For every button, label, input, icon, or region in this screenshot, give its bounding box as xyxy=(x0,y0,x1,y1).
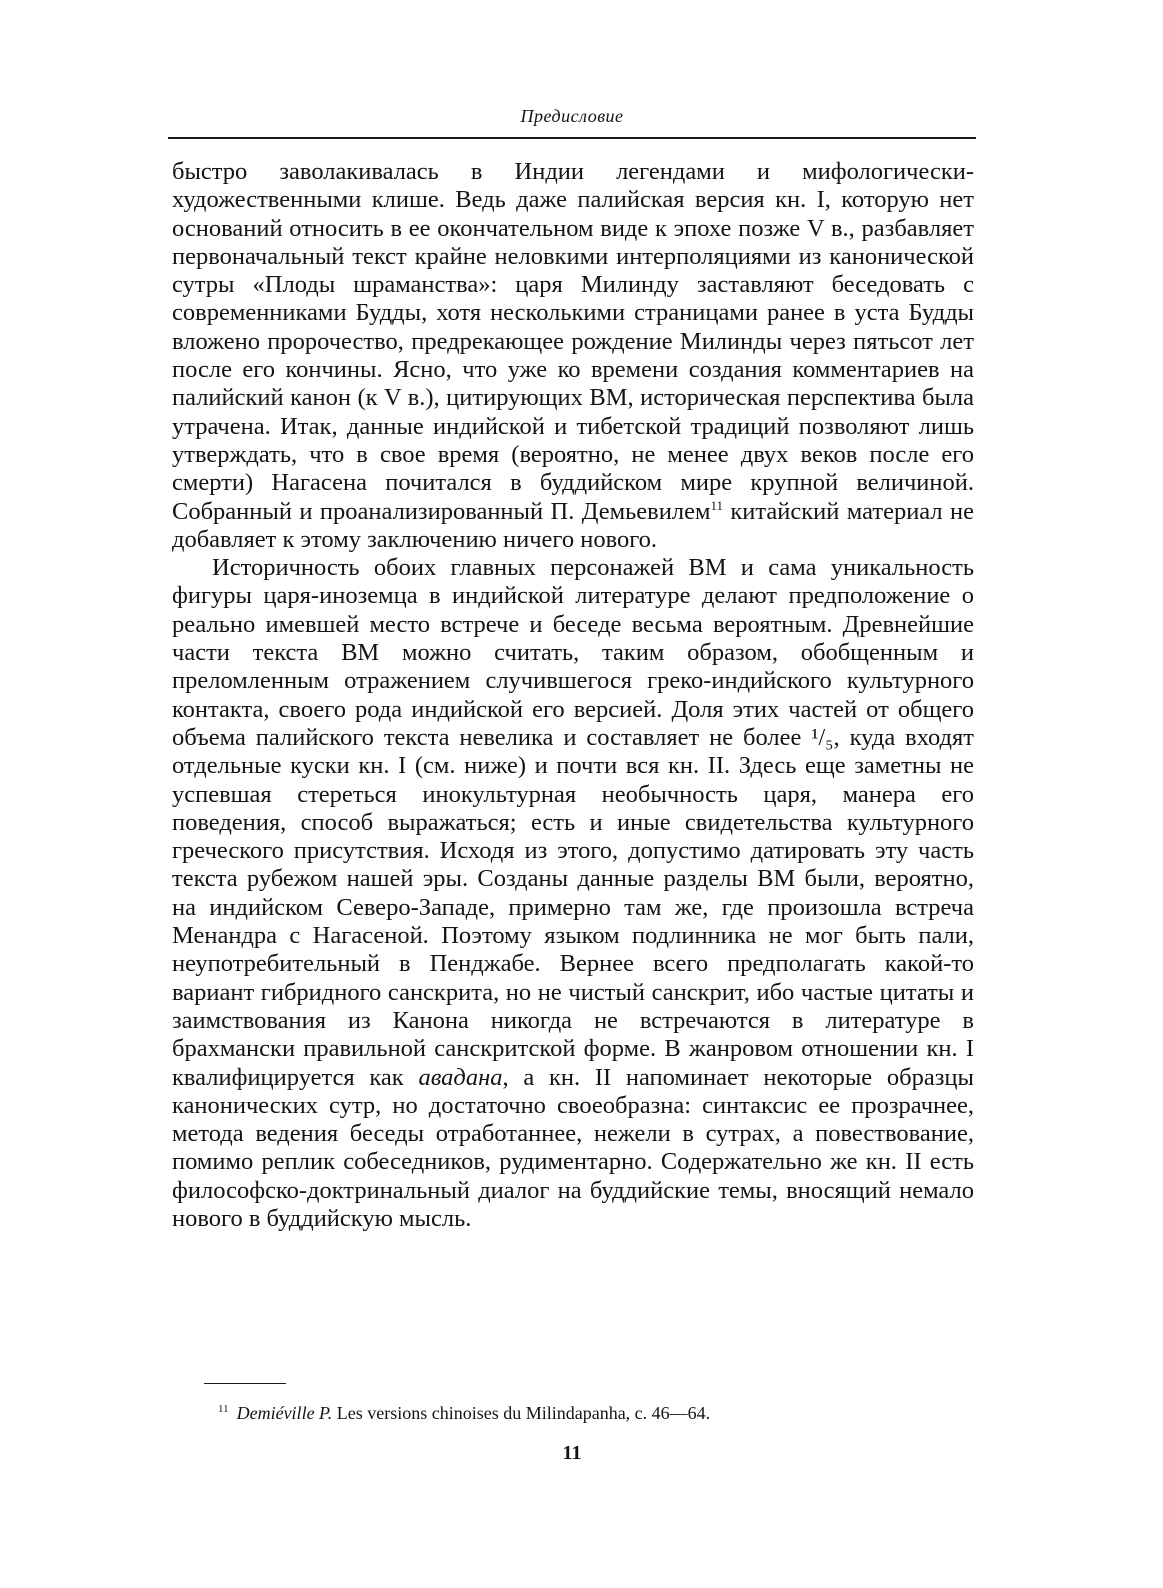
paragraph-2 xyxy=(172,554,974,1233)
paragraph-2-text-1: Историчность обоих главных персонажей ВМ и сама уникальность фигуры царя-иноземца в индийской литературе делают предположение о реально имевшей место встрече и беседе весьма вероятным. Древнейшие части текста ВМ можно считать, таким образом, обобщенным и преломленным отражением случившегося греко-индийского культурного контакта, своего рода индийской его версией. Доля этих частей от общего объема палийского текста невелика и составляет не более xyxy=(172,554,974,751)
running-head: Предисловие xyxy=(520,106,624,126)
footnote-rule xyxy=(204,1383,286,1384)
body-text xyxy=(172,158,974,1233)
italic-term: авадана xyxy=(418,1063,503,1091)
paragraph-2-text-3: , а кн. II напоминает некоторые образцы канонических сутр, но достаточно своеобразна: синтаксис ее прозрачнее, метода ведения беседы отработаннее, нежели в сутрах, а повествование, помимо реплик собеседников, рудиментарно. Содержательно же кн. II есть философско-доктринальный диалог на буддийские темы, вносящий немало нового в буддийскую мысль. xyxy=(172,1063,974,1232)
header-rule xyxy=(168,137,976,139)
paragraph-1 xyxy=(172,158,974,554)
footnote-number: 11 xyxy=(218,1403,229,1415)
footnote-text: Les versions chinoises du Milindapanha, c. 46—64. xyxy=(332,1403,711,1423)
page-number: 11 xyxy=(562,1442,582,1464)
fraction: ¹/₅ xyxy=(811,724,834,751)
footnote-reference: 11 xyxy=(710,497,723,513)
paragraph-1-text: быстро заволакивалась в Индии легендами и мифологически-художественными клише. Ведь даже палийская версия кн. I, которую нет оснований относить в ее окончательном виде к эпохе позже V в., разбавляет первоначальный текст крайне неловкими интерполяциями из канонической сутры «Плоды шраманства»: царя Милинду заставляют беседовать с современниками Будды, хотя несколькими страницами ранее в уста Будды вложено пророчество, предрекающее рождение Милинды через пятьсот лет после его кончины. Ясно, что уже ко времени создания комментариев на палийский канон (к V в.), цитирующих ВМ, историческая перспектива была утрачена. Итак, данные индийской и тибетской традиций позволяют лишь утверждать, что в свое время (вероятно, не менее двух веков после его смерти) Нагасена почитался в буддийском мире крупной величиной. Собранный и проанализированный П. Демьевилем xyxy=(172,158,974,525)
footnote xyxy=(218,1402,710,1424)
footnote-author: Demiéville P. xyxy=(236,1403,333,1423)
paragraph-2-text-2: , куда входят отдельные куски кн. I (см. ниже) и почти вся кн. II. Здесь еще заметны не успевшая стереться инокультурная необычность царя, манера его поведения, способ выражаться; есть и иные свидетельства культурного греческого присутствия. Исходя из этого, допустимо датировать эту часть текста рубежом нашей эры. Созданы данные разделы ВМ были, вероятно, на индийском Северо-Западе, примерно там же, где произошла встреча Менандра с Нагасеной. Поэтому языком подлинника не мог быть пали, неупотребительный в Пенджабе. Вернее всего предполагать какой-то вариант гибридного санскрита, но не чистый санскрит, ибо частые цитаты и заимствования из Канона никогда не встречаются в литературе в брахмански правильной санскритской форме. В жанровом отношении кн. I квалифицируется как xyxy=(172,723,974,1091)
paragraph-1-text-end: китайский материал не добавляет к этому заключению ничего нового. xyxy=(172,497,975,553)
